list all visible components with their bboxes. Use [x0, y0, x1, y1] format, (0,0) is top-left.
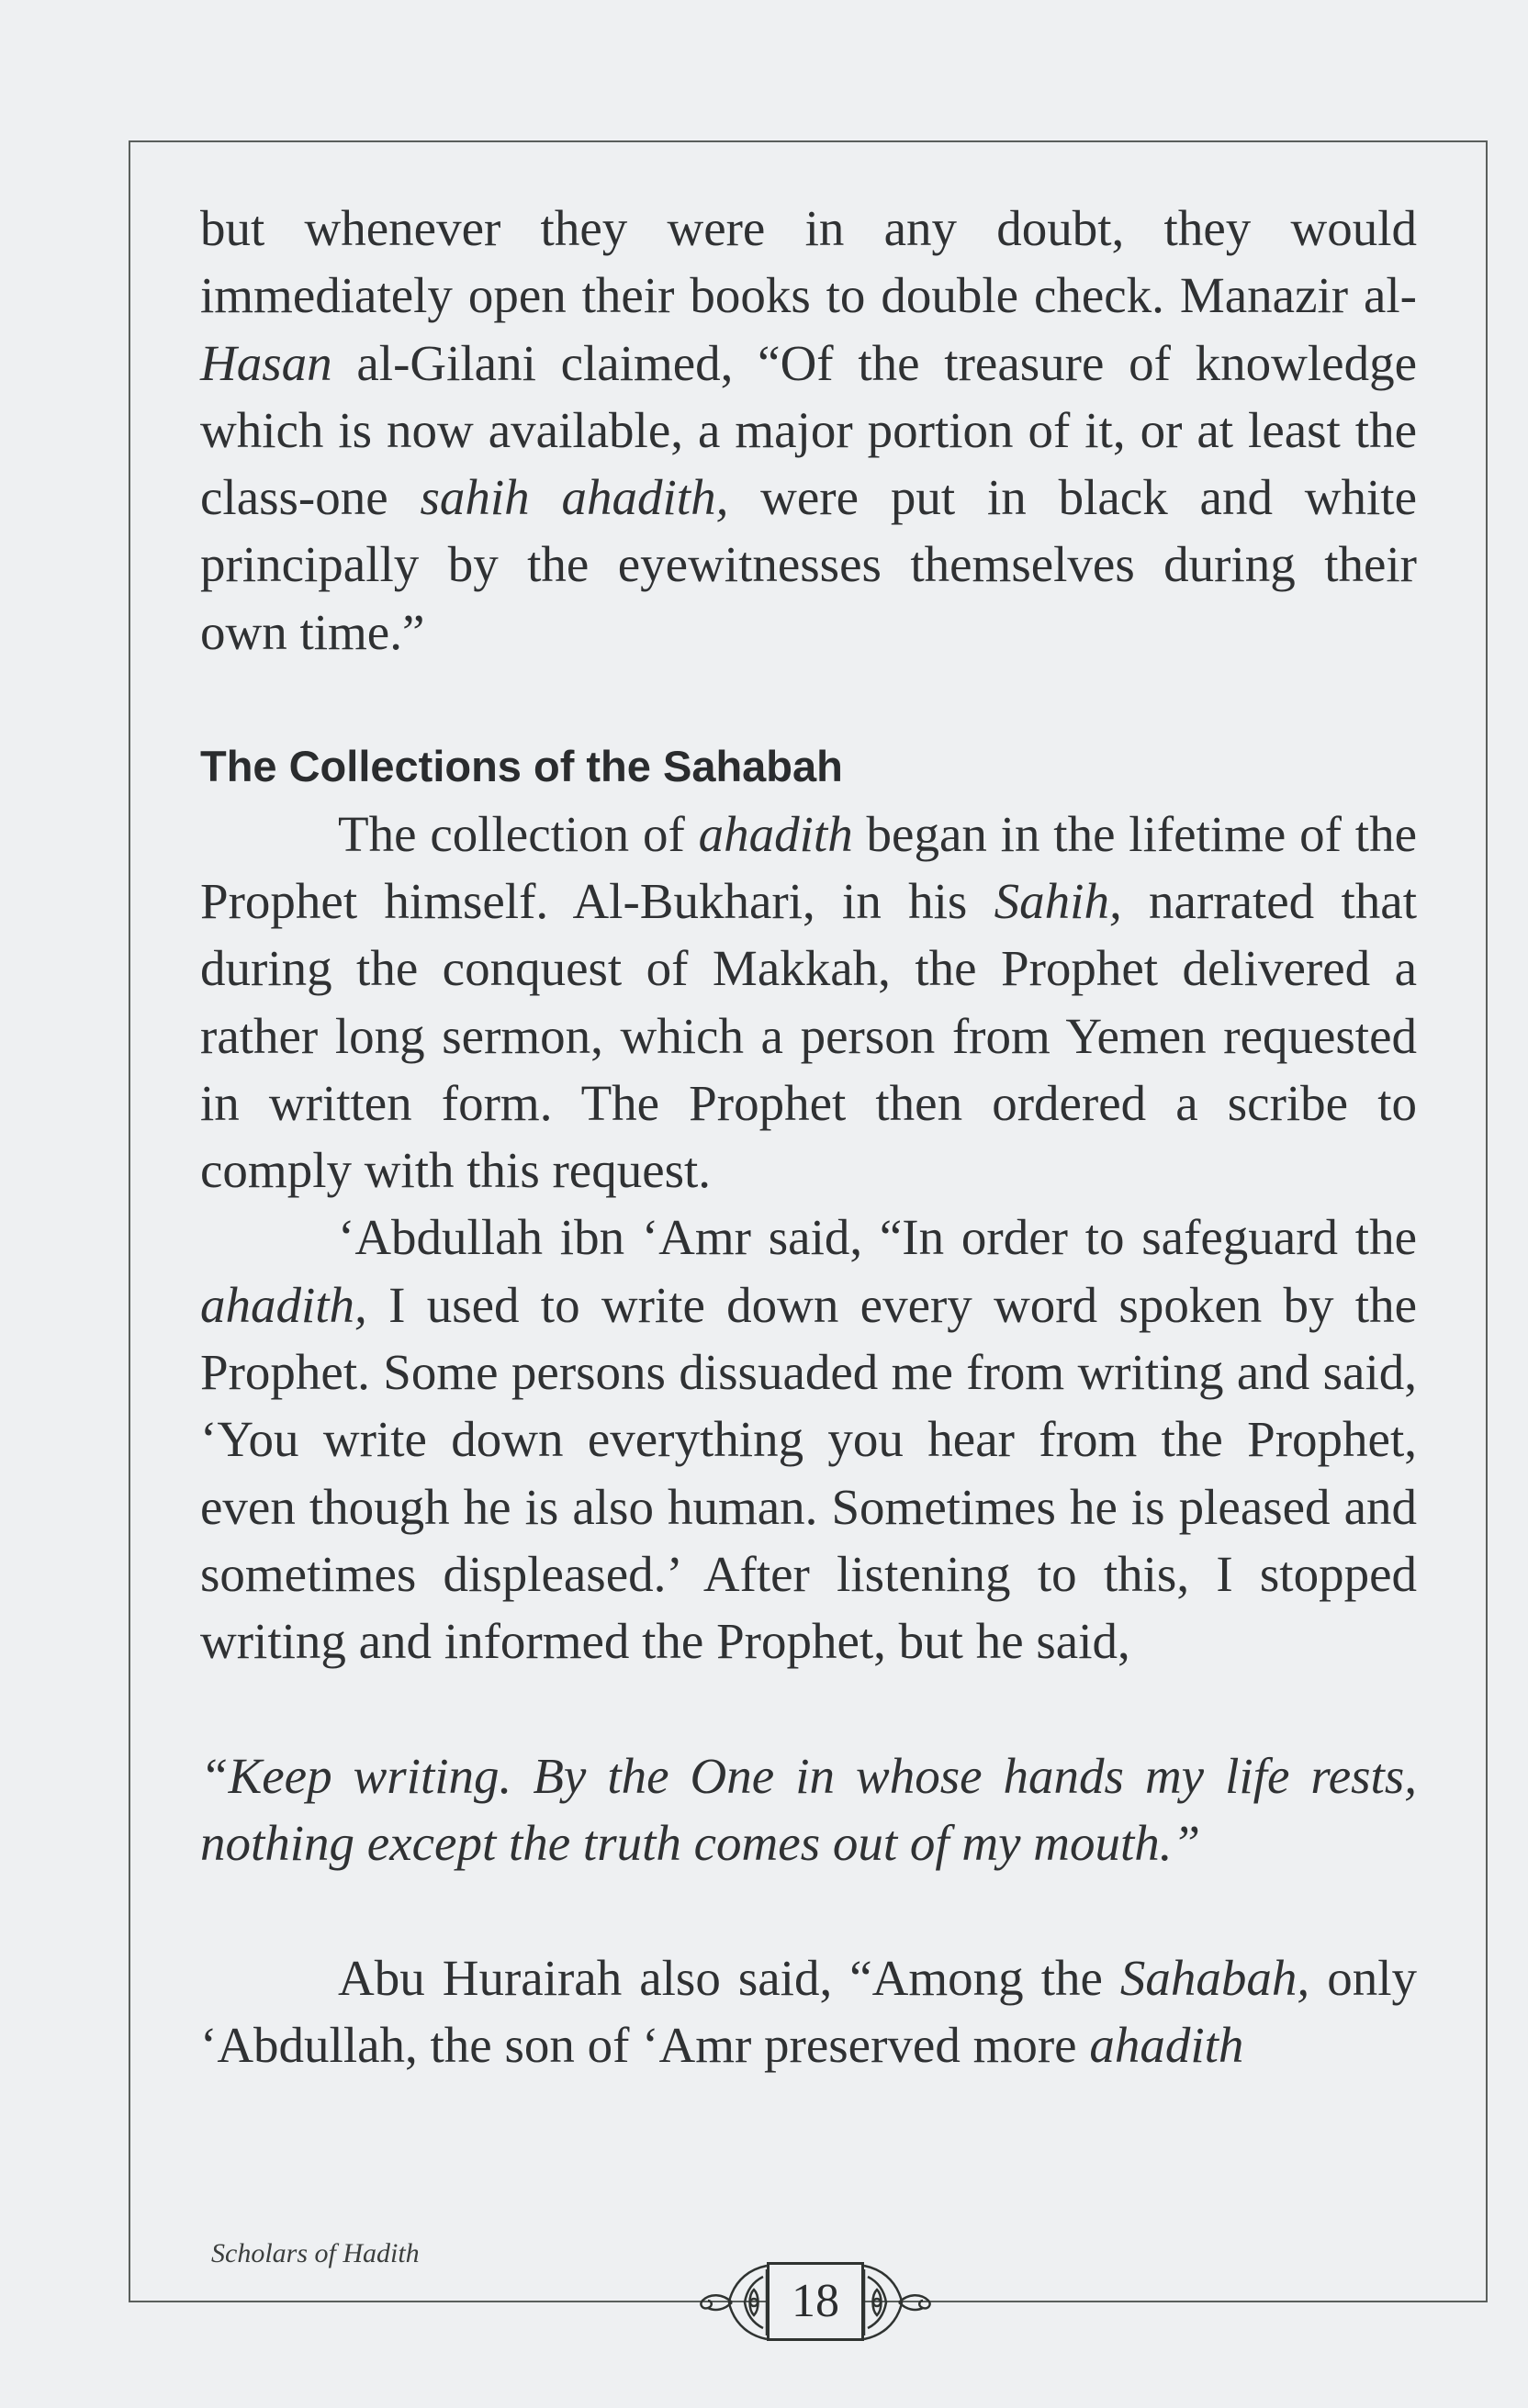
italic-term: ahadith: [698, 805, 853, 862]
section-heading: The Collections of the Sahabah: [200, 742, 843, 791]
block-quote: “Keep writing. By the One in whose hands my life rests, nothing except the truth comes out of my mouth.”: [200, 1747, 1417, 1872]
running-footer-title: Scholars of Hadith: [211, 2238, 420, 2268]
page-number: 18: [767, 2262, 864, 2341]
italic-term: Sahih,: [994, 872, 1122, 929]
page-number-folio: [691, 2257, 939, 2348]
paragraph-spacer: [200, 1675, 1417, 1742]
paragraph-1: but whenever they were in any doubt, they would immediately open their books to double check. Manazir al-Hasan al-Gilani claimed, “Of the treasure of knowledge which is now available, a major portion of it, or at least the class-one sahih ahadith, were put in black and white principally by the eyewitnesses themselves during their own time.”: [200, 200, 1417, 660]
italic-term: Sahabah,: [1119, 1949, 1310, 2006]
italic-term: ahadith,: [200, 1276, 367, 1333]
italic-term: ahadith: [1089, 2017, 1244, 2074]
body-text: [200, 195, 1417, 2078]
paragraph-4: Abu Hurairah also said, “Among the Sahabah, only ‘Abdullah, the son of ‘Amr preserved more ahadith: [200, 1949, 1417, 2074]
italic-term: sahih ahadith,: [420, 469, 729, 526]
paragraph-3: ‘Abdullah ibn ‘Amr said, “In order to safeguard the ahadith, I used to write down every word spoken by the Prophet. Some persons dissuaded me from writing and said, ‘You write down everything you hear from the Prophet, even though he is also human. Sometimes he is pleased and sometimes displeased.’ After listening to this, I stopped writing and informed the Prophet, but he said,: [200, 1209, 1417, 1670]
paragraph-spacer: [200, 666, 1417, 733]
paragraph-spacer: [200, 1876, 1417, 1943]
italic-term: Hasan: [200, 334, 332, 391]
paragraph-2: The collection of ahadith began in the lifetime of the Prophet himself. Al-Bukhari, in his Sahih, narrated that during the conquest of Makkah, the Prophet delivered a rather long sermon, which a person from Yemen requested in written form. The Prophet then ordered a scribe to comply with this request.: [200, 805, 1417, 1199]
